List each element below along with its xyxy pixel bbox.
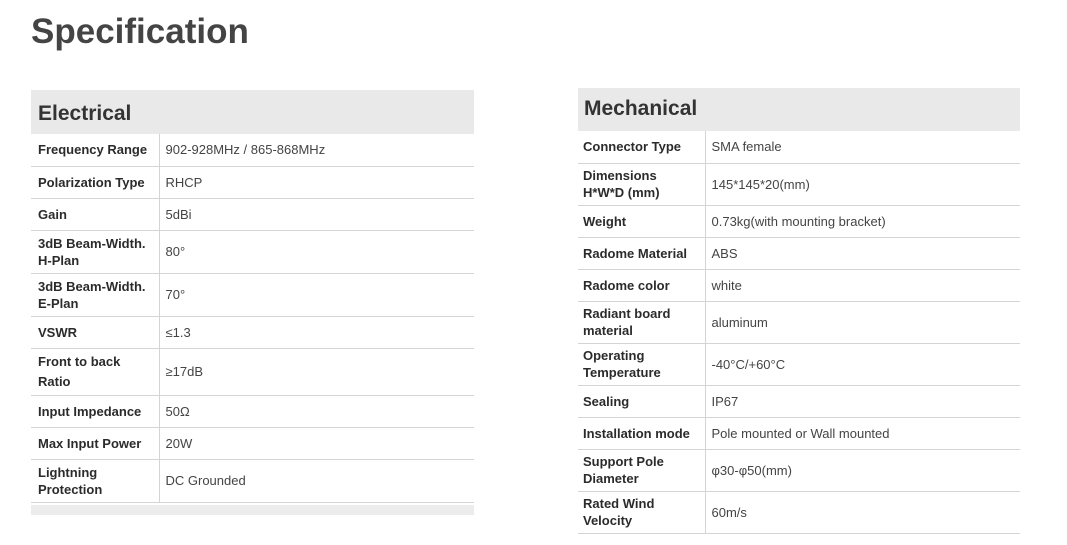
table-row xyxy=(578,131,1020,163)
spec-label: Rated Wind Velocity xyxy=(578,491,705,533)
spec-value: 5dBi xyxy=(159,198,474,230)
table-row xyxy=(31,134,474,166)
spec-label: Support Pole Diameter xyxy=(578,449,705,491)
spec-value: RHCP xyxy=(159,166,474,198)
spec-value: 145*145*20(mm) xyxy=(705,163,1020,205)
table-row xyxy=(31,395,474,427)
spec-label: Weight xyxy=(578,205,705,237)
spec-label: Front to back Ratio xyxy=(31,348,159,395)
table-row xyxy=(31,166,474,198)
table-row xyxy=(578,343,1020,385)
spec-value: 80° xyxy=(159,230,474,273)
spec-value: 0.73kg(with mounting bracket) xyxy=(705,205,1020,237)
page-title: Specification xyxy=(31,12,249,51)
table-row xyxy=(31,273,474,316)
spec-value: Pole mounted or Wall mounted xyxy=(705,417,1020,449)
spec-label: 3dB Beam-Width. E-Plan xyxy=(31,273,159,316)
spec-label: Installation mode xyxy=(578,417,705,449)
spec-label: Radiant board material xyxy=(578,301,705,343)
table-row xyxy=(31,316,474,348)
spec-value: 50Ω xyxy=(159,395,474,427)
table-row xyxy=(578,269,1020,301)
table-footer-bar xyxy=(31,505,474,515)
spec-value: aluminum xyxy=(705,301,1020,343)
spec-label: Dimensions H*W*D (mm) xyxy=(578,163,705,205)
spec-value: DC Grounded xyxy=(159,459,474,502)
spec-value: white xyxy=(705,269,1020,301)
table-row xyxy=(578,163,1020,205)
spec-label: Radome Material xyxy=(578,237,705,269)
spec-value: φ30-φ50(mm) xyxy=(705,449,1020,491)
table-row xyxy=(31,230,474,273)
spec-label: Operating Temperature xyxy=(578,343,705,385)
spec-value: SMA female xyxy=(705,131,1020,163)
mechanical-spec-panel xyxy=(578,88,1020,534)
spec-value: -40°C/+60°C xyxy=(705,343,1020,385)
spec-label: Radome color xyxy=(578,269,705,301)
table-row xyxy=(578,301,1020,343)
spec-value: ≥17dB xyxy=(159,348,474,395)
spec-value: 902-928MHz / 865-868MHz xyxy=(159,134,474,166)
table-row xyxy=(578,449,1020,491)
electrical-spec-panel xyxy=(31,90,474,515)
mechanical-section-title: Mechanical xyxy=(578,88,1020,131)
spec-label: 3dB Beam-Width. H-Plan xyxy=(31,230,159,273)
electrical-section-title: Electrical xyxy=(31,90,474,134)
spec-label: Polarization Type xyxy=(31,166,159,198)
spec-label: Input Impedance xyxy=(31,395,159,427)
table-row xyxy=(578,237,1020,269)
mechanical-spec-table xyxy=(578,131,1020,534)
table-row xyxy=(31,198,474,230)
spec-label: Sealing xyxy=(578,385,705,417)
table-row xyxy=(578,491,1020,533)
spec-label: VSWR xyxy=(31,316,159,348)
spec-label: Max Input Power xyxy=(31,427,159,459)
table-row xyxy=(578,417,1020,449)
spec-value: ≤1.3 xyxy=(159,316,474,348)
table-row xyxy=(578,385,1020,417)
spec-label: Gain xyxy=(31,198,159,230)
spec-value: IP67 xyxy=(705,385,1020,417)
spec-label: Lightning Protection xyxy=(31,459,159,502)
spec-value: 20W xyxy=(159,427,474,459)
table-row xyxy=(31,459,474,502)
spec-label: Connector Type xyxy=(578,131,705,163)
table-row xyxy=(578,205,1020,237)
spec-label: Frequency Range xyxy=(31,134,159,166)
table-row xyxy=(31,348,474,395)
spec-value: 60m/s xyxy=(705,491,1020,533)
spec-value: 70° xyxy=(159,273,474,316)
electrical-spec-table xyxy=(31,134,474,503)
spec-value: ABS xyxy=(705,237,1020,269)
table-row xyxy=(31,427,474,459)
